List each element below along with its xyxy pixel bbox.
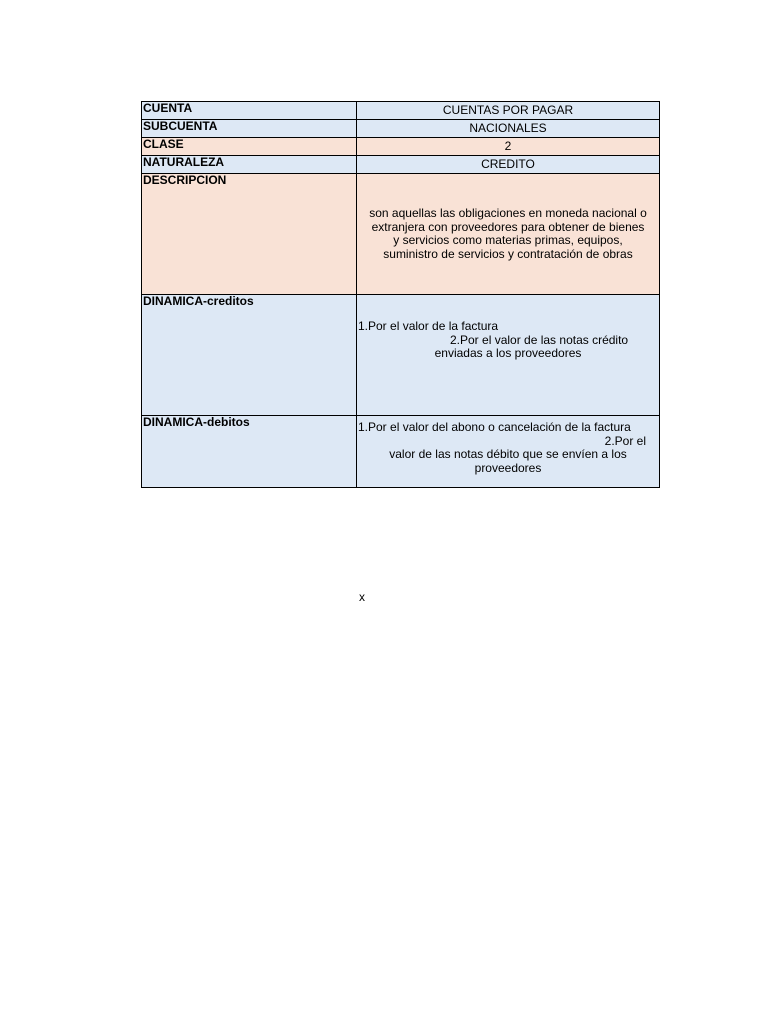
value-dinamica-debitos — [357, 416, 660, 488]
label-dinamica-debitos: DINAMICA-debitos — [142, 416, 357, 488]
creditos-line: 1.Por el valor de la factura — [358, 319, 499, 333]
value-cuenta: CUENTAS POR PAGAR — [357, 102, 660, 120]
row-naturaleza — [142, 156, 660, 174]
label-cuenta: CUENTA — [142, 102, 357, 120]
footer-mark: x — [359, 590, 365, 604]
debitos-line: 1.Por el valor del abono o cancelación de la factura — [358, 420, 631, 434]
creditos-line: 2.Por el valor de las notas crédito — [450, 332, 629, 347]
row-descripcion — [142, 174, 660, 295]
descripcion-line: son aquellas las obligaciones en moneda nacional o — [369, 206, 647, 220]
row-clase — [142, 138, 660, 156]
account-table — [141, 101, 660, 488]
row-dinamica-debitos — [142, 416, 660, 488]
debitos-line: proveedores — [474, 460, 542, 475]
debitos-line: 2.Por el — [604, 433, 646, 448]
value-descripcion — [357, 174, 660, 295]
value-dinamica-creditos — [357, 295, 660, 416]
label-dinamica-creditos: DINAMICA-creditos — [142, 295, 357, 416]
value-clase: 2 — [357, 138, 660, 156]
descripcion-line: y servicios como materias primas, equipos, — [393, 233, 623, 247]
descripcion-line: extranjera con proveedores para obtener de bienes — [371, 219, 645, 234]
creditos-line: enviadas a los proveedores — [434, 346, 582, 360]
value-subcuenta: NACIONALES — [357, 120, 660, 138]
debitos-line: valor de las notas débito que se envíen a los — [389, 447, 627, 461]
label-descripcion: DESCRIPCION — [142, 174, 357, 295]
label-clase: CLASE — [142, 138, 357, 156]
row-cuenta — [142, 102, 660, 120]
label-naturaleza: NATURALEZA — [142, 156, 357, 174]
value-naturaleza: CREDITO — [357, 156, 660, 174]
descripcion-line: suministro de servicios y contratación de obras — [383, 246, 633, 261]
row-subcuenta — [142, 120, 660, 138]
row-dinamica-creditos — [142, 295, 660, 416]
label-subcuenta: SUBCUENTA — [142, 120, 357, 138]
